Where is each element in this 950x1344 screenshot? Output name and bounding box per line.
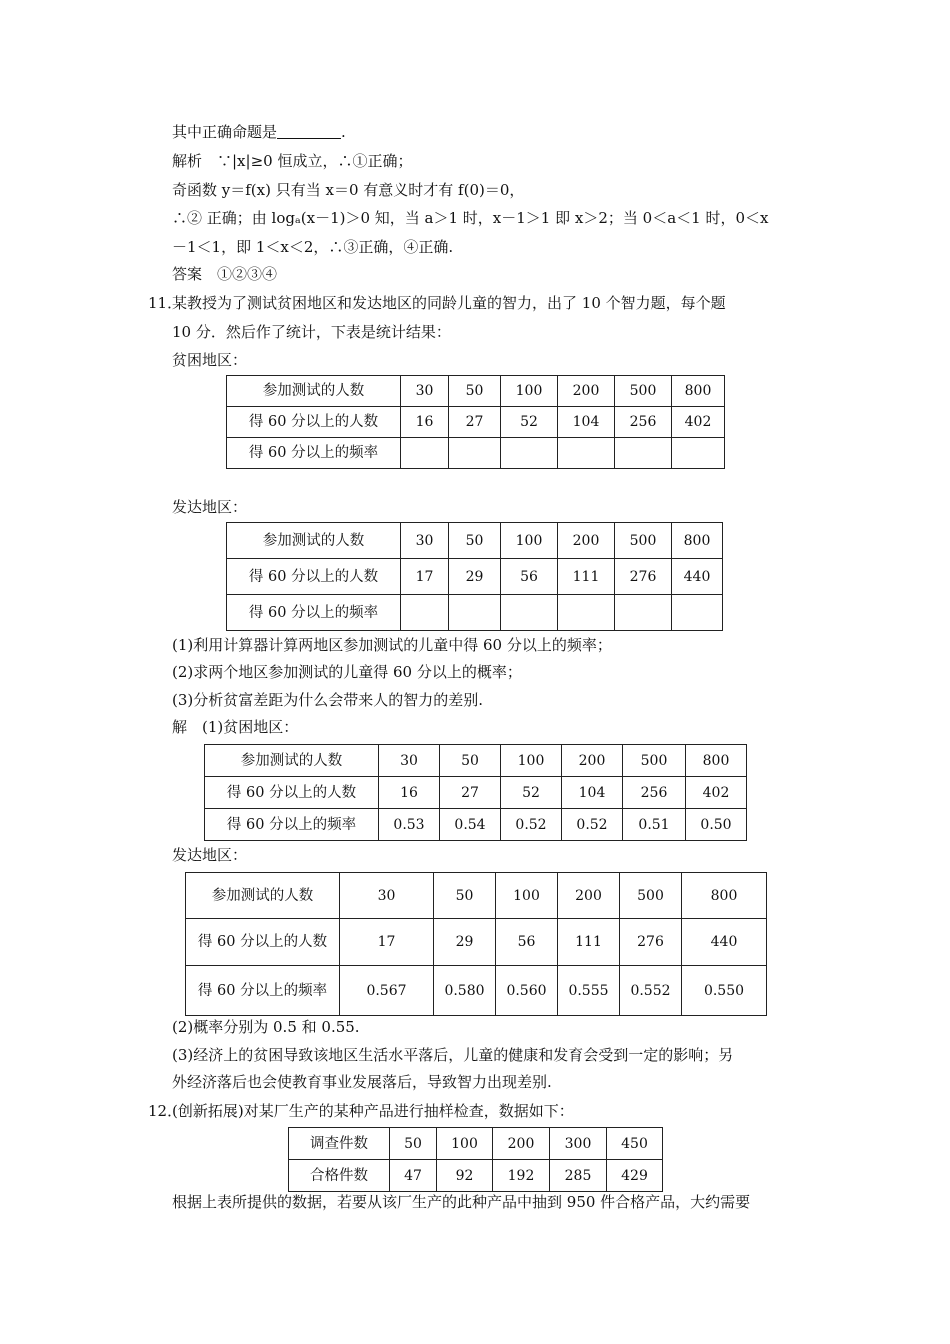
- sol-rich-cell-r1-c3: 56: [496, 919, 558, 966]
- poor-cell-r0-c5: 500: [615, 376, 672, 407]
- rich-cell-r2-c5: [615, 595, 672, 631]
- sol-poor-cell-r1-c6: 402: [686, 777, 747, 809]
- sol-poor-cell-r2-c6: 0.50: [686, 809, 747, 841]
- sol-poor-cell-r2-c3: 0.52: [501, 809, 562, 841]
- sol-rich-cell-r0-c1: 30: [340, 873, 434, 919]
- sol-rich-cell-r2-c6: 0.550: [682, 966, 767, 1016]
- sol-poor-cell-r1-c5: 256: [623, 777, 686, 809]
- rich-cell-r2-c4: [558, 595, 615, 631]
- q12-cell-r0-c4: 300: [550, 1128, 607, 1160]
- sol-poor-cell-r0-c5: 500: [623, 745, 686, 777]
- q12-cell-r1-c0: 合格件数: [289, 1160, 390, 1192]
- sol-poor-cell-r2-c4: 0.52: [562, 809, 623, 841]
- q12-cell-r1-c4: 285: [550, 1160, 607, 1192]
- sol-rich-cell-r1-c0: 得 60 分以上的人数: [186, 919, 340, 966]
- sol-poor-cell-r0-c1: 30: [379, 745, 440, 777]
- sol-poor-cell-r0-c2: 50: [440, 745, 501, 777]
- rich-region-table: [226, 522, 723, 631]
- q12-cell-r1-c1: 47: [390, 1160, 437, 1192]
- rich-cell-r2-c6: [672, 595, 723, 631]
- sol-poor-cell-r1-c2: 27: [440, 777, 501, 809]
- sol-rich-cell-r1-c1: 17: [340, 919, 434, 966]
- q12-cell-r0-c1: 50: [390, 1128, 437, 1160]
- answer-blank: [277, 124, 341, 139]
- sol-poor-cell-r2-c0: 得 60 分以上的频率: [205, 809, 379, 841]
- rich-region-label: 发达地区：: [172, 498, 248, 516]
- rich-cell-r0-c3: 100: [501, 523, 558, 559]
- sol-poor-cell-r1-c3: 52: [501, 777, 562, 809]
- sol-poor-cell-r1-c0: 得 60 分以上的人数: [205, 777, 379, 809]
- poor-cell-r2-c0: 得 60 分以上的频率: [227, 438, 401, 469]
- sol-poor-cell-r2-c2: 0.54: [440, 809, 501, 841]
- sol-rich-cell-r1-c2: 29: [434, 919, 496, 966]
- poor-cell-r2-c6: [672, 438, 725, 469]
- sol-poor-cell-r1-c4: 104: [562, 777, 623, 809]
- sol-rich-cell-r2-c3: 0.560: [496, 966, 558, 1016]
- sol-poor-cell-r1-c1: 16: [379, 777, 440, 809]
- sub-question-3: (3)分析贫富差距为什么会带来人的智力的差别.: [172, 691, 484, 709]
- answer-3-line-2: 外经济落后也会使教育事业发展落后，导致智力出现差别.: [172, 1073, 552, 1091]
- analysis-line-2: 奇函数 y＝f(x) 只有当 x＝0 有意义时才有 f(0)＝0，: [172, 181, 525, 199]
- poor-cell-r2-c5: [615, 438, 672, 469]
- sample-inspection-table: [288, 1127, 663, 1192]
- q11-number: 11．: [148, 294, 183, 312]
- rich-cell-r2-c2: [449, 595, 501, 631]
- q12-cell-r0-c5: 450: [607, 1128, 663, 1160]
- rich-cell-r1-c4: 111: [558, 559, 615, 595]
- q12-number: 12．: [148, 1102, 183, 1120]
- sol-rich-cell-r0-c2: 50: [434, 873, 496, 919]
- q11-stem-line-2: 10 分．然后作了统计，下表是统计结果：: [172, 323, 451, 341]
- sol-poor-cell-r0-c3: 100: [501, 745, 562, 777]
- rich-cell-r1-c0: 得 60 分以上的人数: [227, 559, 401, 595]
- solution-poor-table: [204, 744, 747, 841]
- q12-cell-r0-c2: 100: [437, 1128, 493, 1160]
- poor-cell-r1-c4: 104: [558, 407, 615, 438]
- sol-poor-cell-r0-c6: 800: [686, 745, 747, 777]
- sol-rich-cell-r2-c4: 0.555: [558, 966, 620, 1016]
- q12-stem: (创新拓展)对某厂生产的某种产品进行抽样检查，数据如下：: [172, 1102, 574, 1120]
- sol-rich-cell-r0-c0: 参加测试的人数: [186, 873, 340, 919]
- solution-label: 解 (1)贫困地区：: [172, 718, 299, 736]
- sub-question-1: (1)利用计算器计算两地区参加测试的儿童中得 60 分以上的频率；: [172, 636, 612, 654]
- q12-cell-r1-c2: 92: [437, 1160, 493, 1192]
- rich-cell-r2-c3: [501, 595, 558, 631]
- q12-cell-r1-c3: 192: [493, 1160, 550, 1192]
- poor-region-label: 贫困地区：: [172, 351, 248, 369]
- analysis-line-1: 解析 ∵|x|≥0 恒成立，∴①正确；: [172, 152, 413, 170]
- answer-line: 答案 ①②③④: [172, 265, 278, 283]
- sol-rich-cell-r0-c3: 100: [496, 873, 558, 919]
- poor-cell-r1-c3: 52: [501, 407, 558, 438]
- rich-cell-r1-c1: 17: [401, 559, 449, 595]
- sol-rich-cell-r1-c6: 440: [682, 919, 767, 966]
- analysis-line-4: －1＜1，即 1＜x＜2，∴③正确，④正确.: [172, 238, 454, 256]
- answer-3-line-1: (3)经济上的贫困导致该地区生活水平落后，儿童的健康和发育会受到一定的影响；另: [172, 1046, 734, 1064]
- rich-cell-r1-c3: 56: [501, 559, 558, 595]
- solution-rich-label: 发达地区：: [172, 846, 248, 864]
- rich-cell-r1-c5: 276: [615, 559, 672, 595]
- rich-cell-r1-c6: 440: [672, 559, 723, 595]
- q11-stem-line-1: 某教授为了测试贫困地区和发达地区的同龄儿童的智力，出了 10 个智力题，每个题: [172, 294, 726, 312]
- poor-region-table: [226, 375, 725, 469]
- poor-cell-r0-c0: 参加测试的人数: [227, 376, 401, 407]
- answer-2: (2)概率分别为 0.5 和 0.55.: [172, 1018, 360, 1036]
- analysis-line-3: ∴② 正确；由 logₐ(x－1)＞0 知，当 a＞1 时，x－1＞1 即 x＞2；当 0＜a＜1 时，0＜x: [172, 209, 769, 227]
- rich-cell-r2-c0: 得 60 分以上的频率: [227, 595, 401, 631]
- sol-rich-cell-r2-c1: 0.567: [340, 966, 434, 1016]
- sol-rich-cell-r2-c2: 0.580: [434, 966, 496, 1016]
- rich-cell-r0-c5: 500: [615, 523, 672, 559]
- sol-poor-cell-r0-c0: 参加测试的人数: [205, 745, 379, 777]
- q12-cell-r0-c0: 调查件数: [289, 1128, 390, 1160]
- poor-cell-r0-c3: 100: [501, 376, 558, 407]
- poor-cell-r2-c4: [558, 438, 615, 469]
- poor-cell-r0-c4: 200: [558, 376, 615, 407]
- poor-cell-r2-c1: [401, 438, 449, 469]
- rich-cell-r2-c1: [401, 595, 449, 631]
- poor-cell-r1-c6: 402: [672, 407, 725, 438]
- poor-cell-r0-c2: 50: [449, 376, 501, 407]
- poor-cell-r1-c2: 27: [449, 407, 501, 438]
- sol-rich-cell-r0-c5: 500: [620, 873, 682, 919]
- poor-cell-r1-c1: 16: [401, 407, 449, 438]
- poor-cell-r0-c6: 800: [672, 376, 725, 407]
- sol-rich-cell-r0-c4: 200: [558, 873, 620, 919]
- rich-cell-r0-c4: 200: [558, 523, 615, 559]
- sol-rich-cell-r0-c6: 800: [682, 873, 767, 919]
- sol-poor-cell-r2-c5: 0.51: [623, 809, 686, 841]
- sol-rich-cell-r2-c5: 0.552: [620, 966, 682, 1016]
- sol-poor-cell-r2-c1: 0.53: [379, 809, 440, 841]
- poor-cell-r2-c3: [501, 438, 558, 469]
- rich-cell-r0-c1: 30: [401, 523, 449, 559]
- q12-cell-r1-c5: 429: [607, 1160, 663, 1192]
- poor-cell-r2-c2: [449, 438, 501, 469]
- rich-cell-r0-c2: 50: [449, 523, 501, 559]
- sol-rich-cell-r2-c0: 得 60 分以上的频率: [186, 966, 340, 1016]
- q12-cell-r0-c3: 200: [493, 1128, 550, 1160]
- sol-rich-cell-r1-c5: 276: [620, 919, 682, 966]
- solution-rich-table: [185, 872, 767, 1016]
- rich-cell-r1-c2: 29: [449, 559, 501, 595]
- fill-blank-prompt: 其中正确命题是 .: [172, 123, 346, 141]
- sub-question-2: (2)求两个地区参加测试的儿童得 60 分以上的概率；: [172, 663, 522, 681]
- poor-cell-r1-c5: 256: [615, 407, 672, 438]
- rich-cell-r0-c6: 800: [672, 523, 723, 559]
- rich-cell-r0-c0: 参加测试的人数: [227, 523, 401, 559]
- sol-poor-cell-r0-c4: 200: [562, 745, 623, 777]
- poor-cell-r1-c0: 得 60 分以上的人数: [227, 407, 401, 438]
- sol-rich-cell-r1-c4: 111: [558, 919, 620, 966]
- q12-tail: 根据上表所提供的数据，若要从该厂生产的此种产品中抽到 950 件合格产品，大约需要: [172, 1193, 751, 1211]
- poor-cell-r0-c1: 30: [401, 376, 449, 407]
